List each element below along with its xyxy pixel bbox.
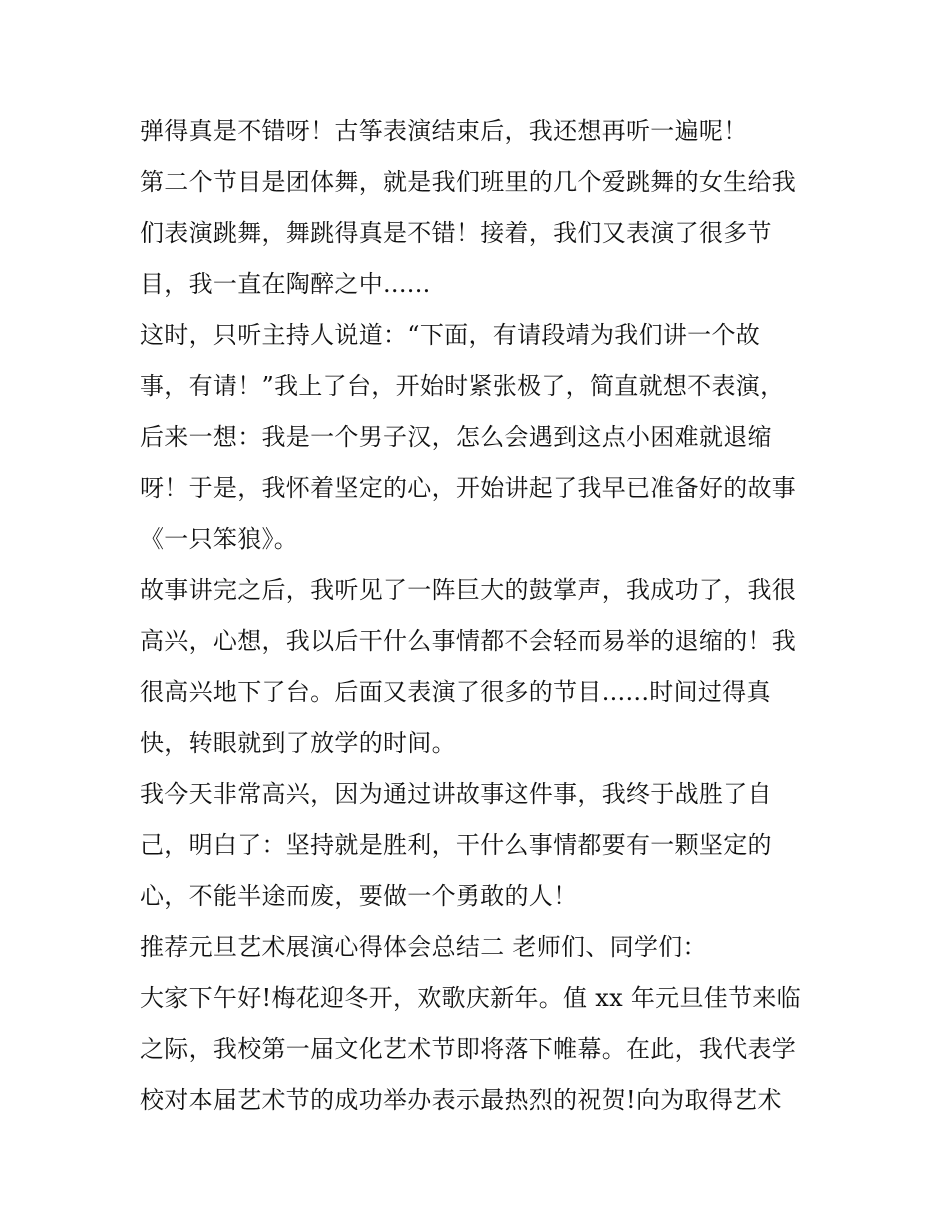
text-line: 高兴，心想，我以后干什么事情都不会轻而易举的退缩的！我 xyxy=(140,627,797,655)
text-line: 故事讲完之后，我听见了一阵巨大的鼓掌声，我成功了，我很 xyxy=(140,576,797,604)
text-line: 第二个节目是团体舞，就是我们班里的几个爱跳舞的女生给我 xyxy=(140,168,797,196)
text-line: 校对本届艺术节的成功举办表示最热烈的祝贺!向为取得艺术 xyxy=(140,1086,782,1114)
text-line: 己，明白了：坚持就是胜利，干什么事情都要有一颗坚定的 xyxy=(140,831,772,859)
text-line: 《一只笨狼》。 xyxy=(140,525,299,553)
text-line: 我今天非常高兴，因为通过讲故事这件事，我终于战胜了自 xyxy=(140,780,772,808)
text-line: 快，转眼就到了放学的时间。 xyxy=(140,729,456,757)
text-line: 这时，只听主持人说道：“下面，有请段靖为我们讲一个故 xyxy=(140,321,761,349)
text-line: 大家下午好!梅花迎冬开，欢歌庆新年。值 xx 年元旦佳节来临 xyxy=(140,984,801,1012)
text-line: 很高兴地下了台。后面又表演了很多的节目......时间过得真 xyxy=(140,678,771,706)
text-line: 们表演跳舞，舞跳得真是不错！接着，我们又表演了很多节 xyxy=(140,219,772,247)
text-line: 目，我一直在陶醉之中...... xyxy=(140,270,431,298)
text-line: 推荐元旦艺术展演心得体会总结二 老师们、同学们： xyxy=(140,933,707,961)
text-line: 事，有请！”我上了台，开始时紧张极了，简直就想不表演， xyxy=(140,372,785,400)
document-body xyxy=(140,106,830,1126)
text-line: 之际，我校第一届文化艺术节即将落下帷幕。在此，我代表学 xyxy=(140,1035,797,1063)
text-line: 心，不能半途而废，要做一个勇敢的人！ xyxy=(140,882,578,910)
text-line: 呀！于是，我怀着坚定的心，开始讲起了我早已准备好的故事 xyxy=(140,474,797,502)
text-line: 弹得真是不错呀！古筝表演结束后，我还想再听一遍呢！ xyxy=(140,117,748,145)
text-line: 后来一想：我是一个男子汉，怎么会遇到这点小困难就退缩 xyxy=(140,423,772,451)
